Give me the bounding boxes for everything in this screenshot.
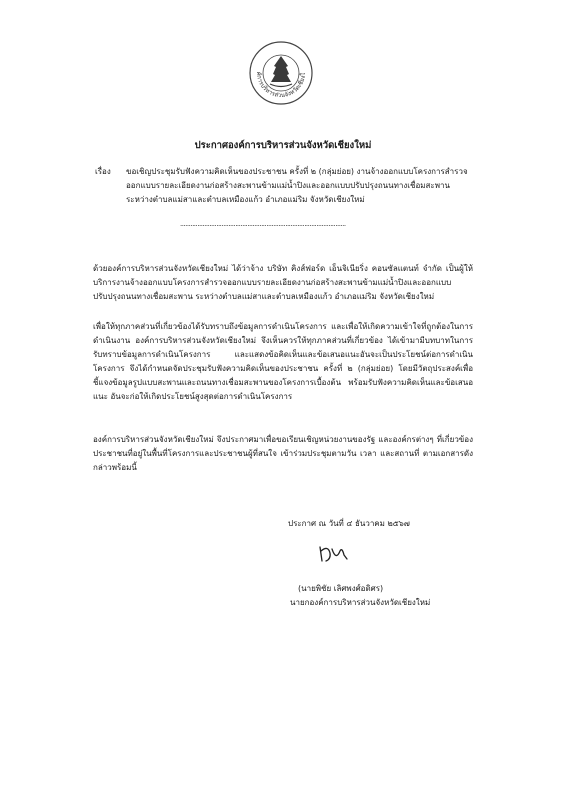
subject-label: เรื่อง xyxy=(95,167,111,176)
announcement-date: ประกาศ ณ วันที่ ๔ ธันวาคม ๒๕๖๗ xyxy=(288,519,410,528)
provincial-admin-seal-icon xyxy=(248,40,314,106)
seal-text: ค์การบริหารส่วนจังหวัดเชียงใ xyxy=(254,71,308,100)
subject-text: ขอเชิญประชุมรับฟังความคิดเห็นของประชาชน ครั้งที่ ๒ (กลุ่มย่อย) งานจ้างออกแบบโครงการสำรวจออกแบบรายละเอียดงานก่อสร้างสะพานข้ามแม่น้ำปิงและออกแบบปรับปรุงถนนทางเชื่อมสะพาน ระหว่างตำบลแม่สาและตำบลเหมืองแก้ว อำเภอแม่ริม จังหวัดเชียงใหม่ xyxy=(126,167,468,204)
paragraph-intro: ด้วยองค์การบริหารส่วนจังหวัดเชียงใหม่ ได้ว่าจ้าง บริษัท คิงส์ฟอร์ด เอ็นจิเนียริ่ง คอนซัลแตนท์ จำกัด เป็นผู้ให้บริการงานจ้างออกแบบโครงการสำรวจออกแบบรายละเอียดงานก่อสร้างสะพานข้ามแม่น้ำปิงและออกแบบปรับปรุงถนนทางเชื่อมสะพาน ระหว่างตำบลแม่สาและตำบลเหมืองแก้ว อำเภอแม่ริม จังหวัดเชียงใหม่ xyxy=(93,264,473,301)
signatory-name: (นายพิชัย เลิศพงศ์อดิศร) xyxy=(298,584,384,593)
signature-image xyxy=(314,541,354,567)
page-title: ประกาศองค์การบริหารส่วนจังหวัดเชียงใหม่ xyxy=(194,140,372,151)
paragraph-purpose: เพื่อให้ทุกภาคส่วนที่เกี่ยวข้องได้รับทราบถึงข้อมูลการดำเนินโครงการ และเพื่อให้เกิดความเข้าใจที่ถูกต้องในการดำเนินงาน องค์การบริหารส่วนจังหวัดเชียงใหม่ จึงเห็นควรให้ทุกภาคส่วนที่เกี่ยวข้อง ได้เข้ามามีบทบาทในการรับทราบข้อมูลการดำเนินโครงการ และแสดงข้อคิดเห็นและข้อเสนอแนะอันจะเป็นประโยชน์ต่อการดำเนินโครงการ จึงได้กำหนดจัดประชุมรับฟังความคิดเห็นของประชาชน ครั้งที่ ๒ (กลุ่มย่อย) โดยมีวัตถุประสงค์เพื่อชี้แจงข้อมูลรูปแบบสะพานและถนนทางเชื่อมสะพานของโครงการเบื้องต้น พร้อมรับฟังความคิดเห็นและข้อเสนอแนะ อันจะก่อให้เกิดประโยชน์สูงสุดต่อการดำเนินโครงการ xyxy=(93,322,473,401)
signatory-position: นายกองค์การบริหารส่วนจังหวัดเชียงใหม่ xyxy=(290,598,431,607)
paragraph-invitation: องค์การบริหารส่วนจังหวัดเชียงใหม่ จึงประกาศมาเพื่อขอเรียนเชิญหน่วยงานของรัฐ และองค์กรต่างๆ ที่เกี่ยวข้อง ประชาชนที่อยู่ในพื้นที่โครงการและประชาชนผู้ที่สนใจ เข้าร่วมประชุมตามวัน เวลา และสถานที่ ตามเอกสารดังกล่าวพร้อมนี้ xyxy=(93,435,473,472)
divider: ................................................................................................ xyxy=(180,220,346,228)
